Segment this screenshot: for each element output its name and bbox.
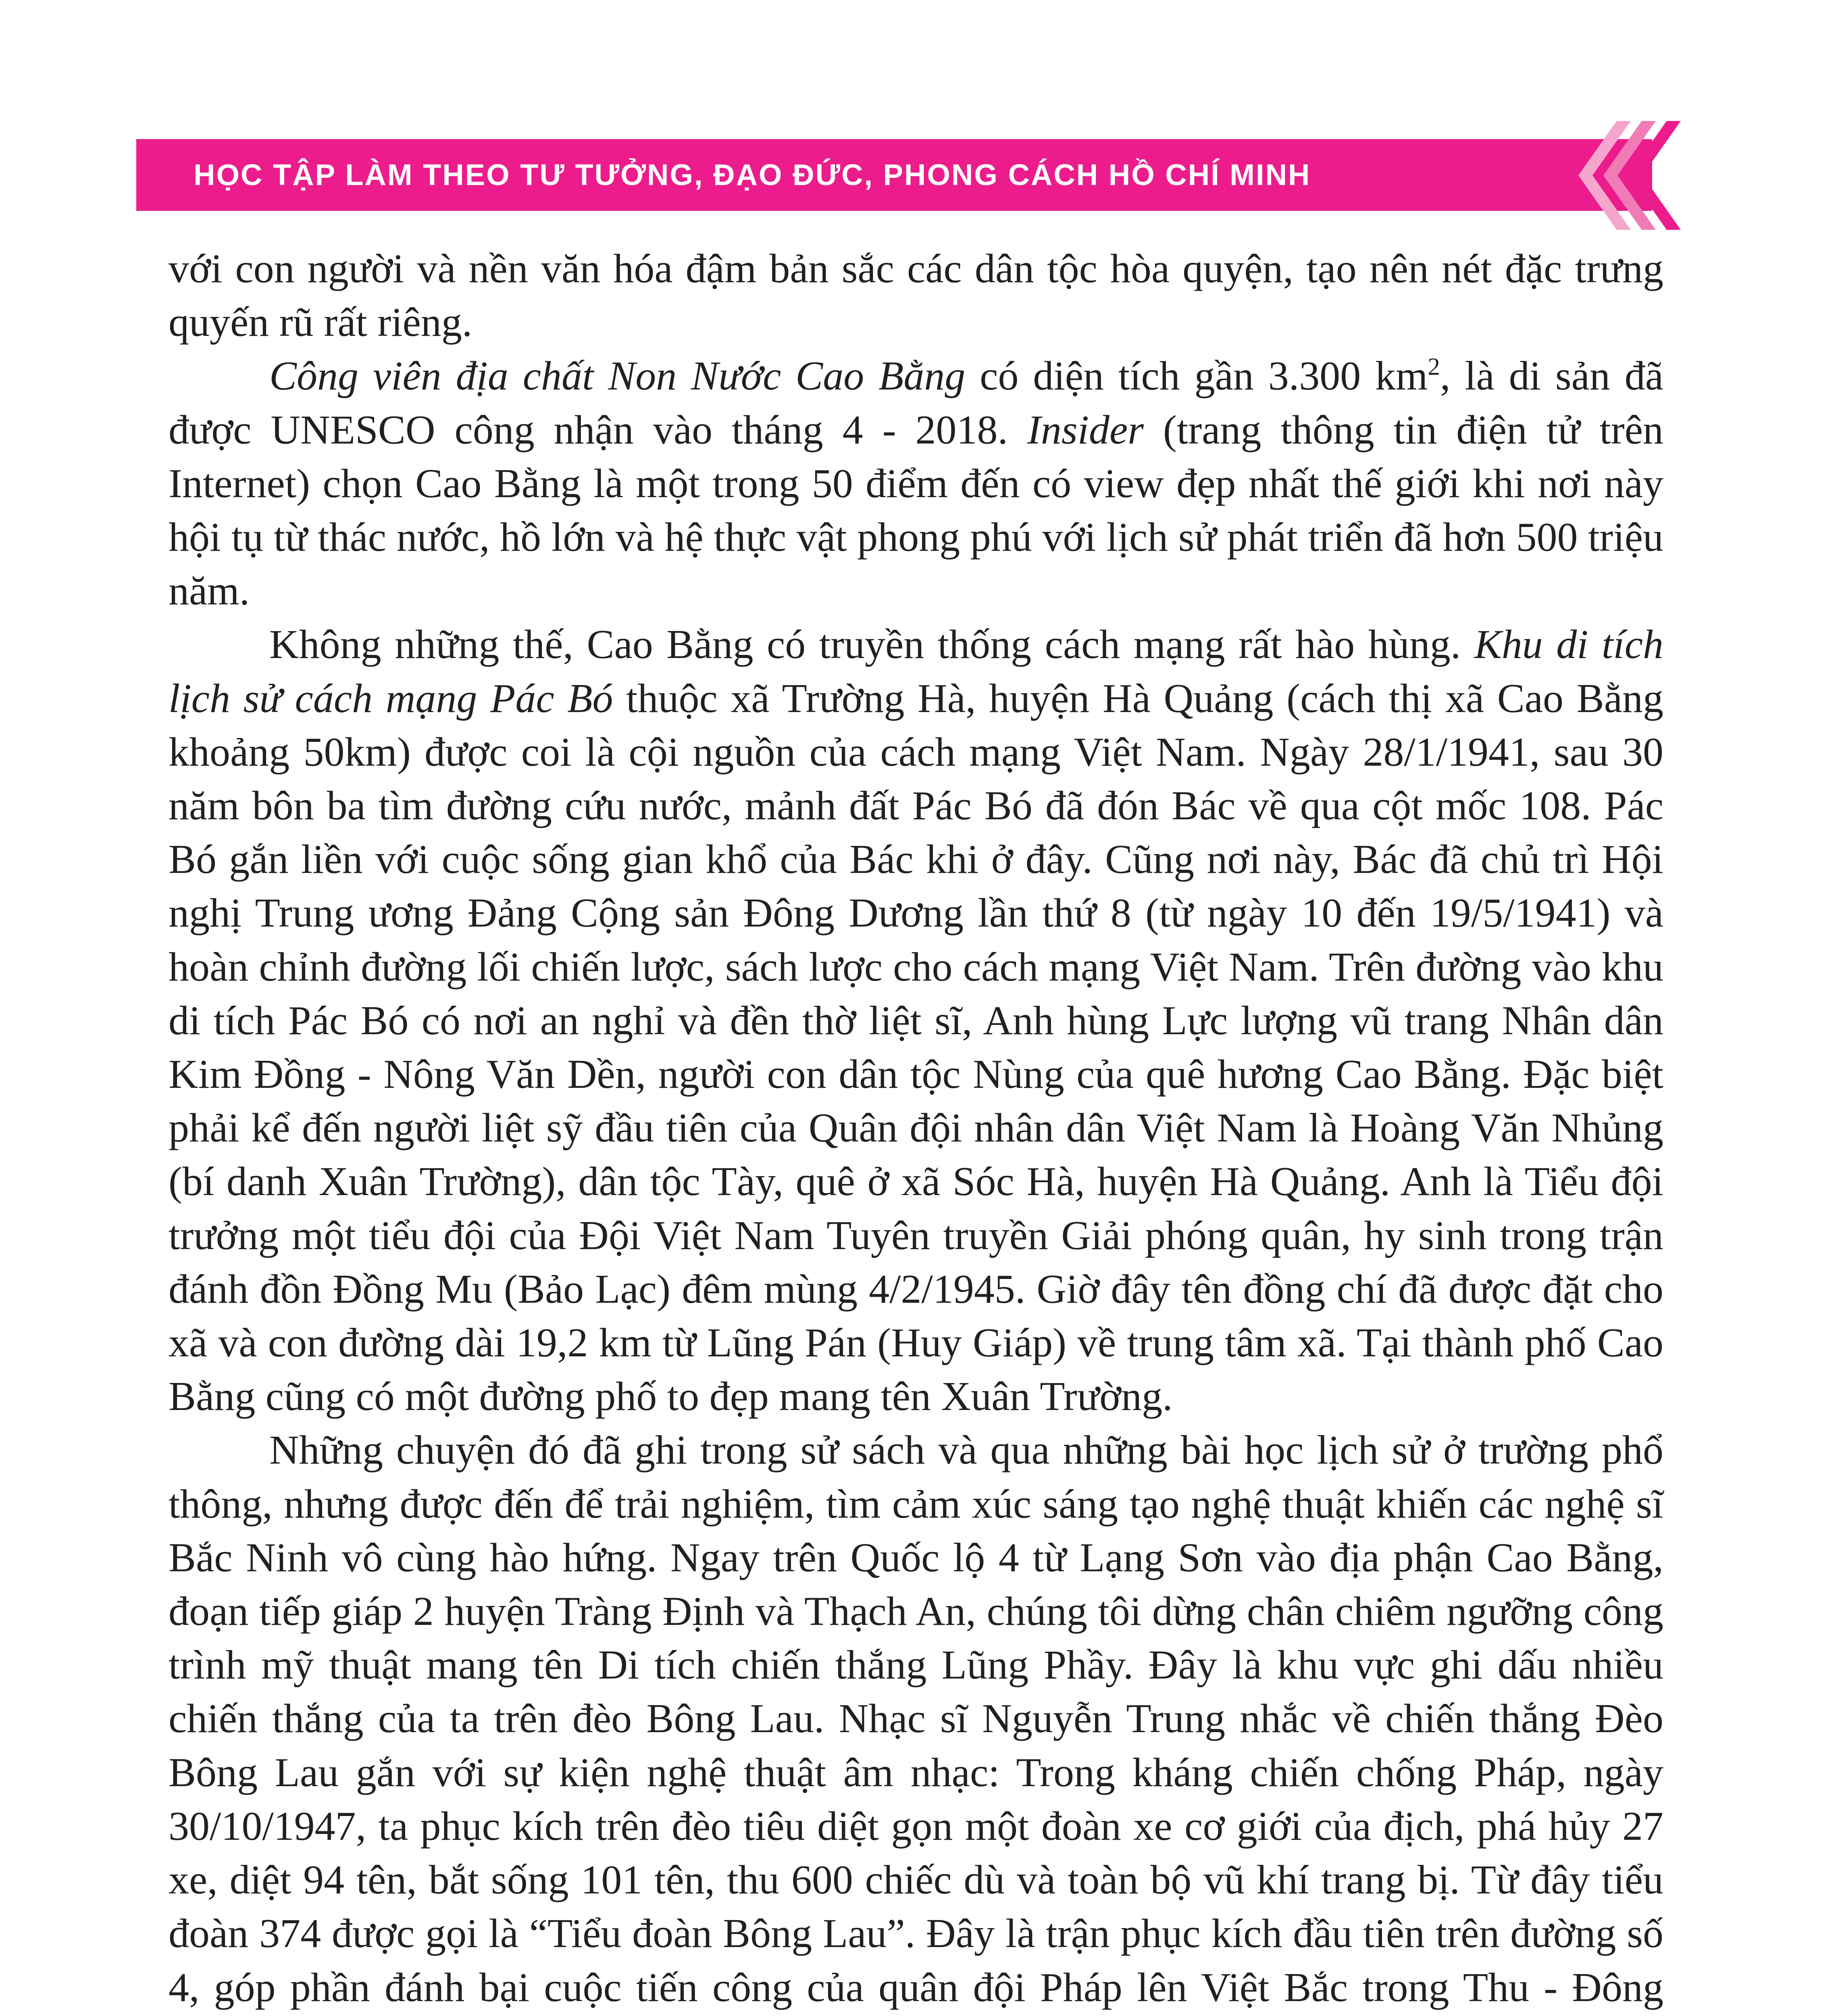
italic-term: Insider — [1027, 407, 1144, 453]
chevron-left-icon — [1564, 121, 1685, 230]
paragraph: Không những thế, Cao Bằng có truyền thống cách mạng rất hào hùng. Khu di tích lịch sử cách mạng Pác Bó thuộc xã Trường Hà, huyện Hà Quảng (cách thị xã Cao Bằng khoảng 50km) được coi là cội nguồn của cách mạng Việt Nam. Ngày 28/1/1941, sau 30 năm bôn ba tìm đường cứu nước, mảnh đất Pác Bó đã đón Bác về qua cột mốc 108. Pác Bó gắn liền với cuộc sống gian khổ của Bác khi ở đây. Cũng nơi này, Bác đã chủ trì Hội nghị Trung ương Đảng Cộng sản Đông Dương lần thứ 8 (từ ngày 10 đến 19/5/1941) và hoàn chỉnh đường lối chiến lược, sách lược cho cách mạng Việt Nam. Trên đường vào khu di tích Pác Bó có nơi an nghỉ và đền thờ liệt sĩ, Anh hùng Lực lượng vũ trang Nhân dân Kim Đồng - Nông Văn Dền, người con dân tộc Nùng của quê hương Cao Bằng. Đặc biệt phải kể đến người liệt sỹ đầu tiên của Quân đội nhân dân Việt Nam là Hoàng Văn Nhủng (bí danh Xuân Trường), dân tộc Tày, quê ở xã Sóc Hà, huyện Hà Quảng. Anh là Tiểu đội trưởng một tiểu đội của Đội Việt Nam Tuyên truyền Giải phóng quân, hy sinh trong trận đánh đồn Đồng Mu (Bảo Lạc) đêm mùng 4/2/1945. Giờ đây tên đồng chí đã được đặt cho xã và con đường dài 19,2 km từ Lũng Pán (Huy Giáp) về trung tâm xã. Tại thành phố Cao Bằng cũng có một đường phố to đẹp mang tên Xuân Trường. — [169, 622, 1663, 1420]
paragraph: với con người và nền văn hóa đậm bản sắc các dân tộc hòa quyện, tạo nên nét đặc trưng quyến rũ rất riêng. — [169, 246, 1663, 346]
paragraph: Những chuyện đó đã ghi trong sử sách và qua những bài học lịch sử ở trường phổ thông, nhưng được đến để trải nghiệm, tìm cảm xúc sáng tạo nghệ thuật khiến các nghệ sĩ Bắc Ninh vô cùng hào hứng. Ngay trên Quốc lộ 4 từ Lạng Sơn vào địa phận Cao Bằng, đoạn tiếp giáp 2 huyện Tràng Định và Thạch An, chúng tôi dừng chân chiêm ngưỡng công trình mỹ thuật mang tên Di tích chiến thắng Lũng Phầy. Đây là khu vực ghi dấu nhiều chiến thắng của ta trên đèo Bông Lau. Nhạc sĩ Nguyễn Trung nhắc về chiến thắng Đèo Bông Lau gắn với sự kiện nghệ thuật âm nhạc: Trong kháng chiến chống Pháp, ngày 30/10/1947, ta phục kích trên đèo tiêu diệt gọn một đoàn xe cơ giới của địch, phá hủy 27 xe, diệt 94 tên, bắt sống 101 tên, thu 600 chiếc dù và toàn bộ vũ khí trang bị. Từ đây tiểu đoàn 374 được gọi là “Tiểu đoàn Bông Lau”. Đây là trận phục kích đầu tiên trên đường số 4, góp phần đánh bại cuộc tiến công của quân đội Pháp lên Việt Bắc trong Thu - Đông — [169, 1427, 1663, 2010]
section-title: HỌC TẬP LÀM THEO TƯ TƯỞNG, ĐẠO ĐỨC, PHONG CÁCH HỒ CHÍ MINH — [194, 158, 1311, 192]
italic-term: Khu di tích lịch sử cách mạng Pác Bó — [169, 622, 1663, 721]
italic-term: Công viên địa chất Non Nước Cao Bằng — [269, 353, 966, 399]
paragraph: Công viên địa chất Non Nước Cao Bằng có diện tích gần 3.300 $km^2$, là di sản đã được UNESCO công nhận vào tháng 4 - 2018. Insider (trang thông tin điện tử trên Internet) chọn Cao Bằng là một trong 50 điểm đến có view đẹp nhất thế giới khi nơi này hội tụ từ thác nước, hồ lớn và hệ thực vật phong phú với lịch sử phát triển đã hơn 500 triệu năm. — [169, 353, 1663, 614]
superscript: 2 — [1428, 353, 1440, 381]
article-body — [169, 242, 1663, 2016]
